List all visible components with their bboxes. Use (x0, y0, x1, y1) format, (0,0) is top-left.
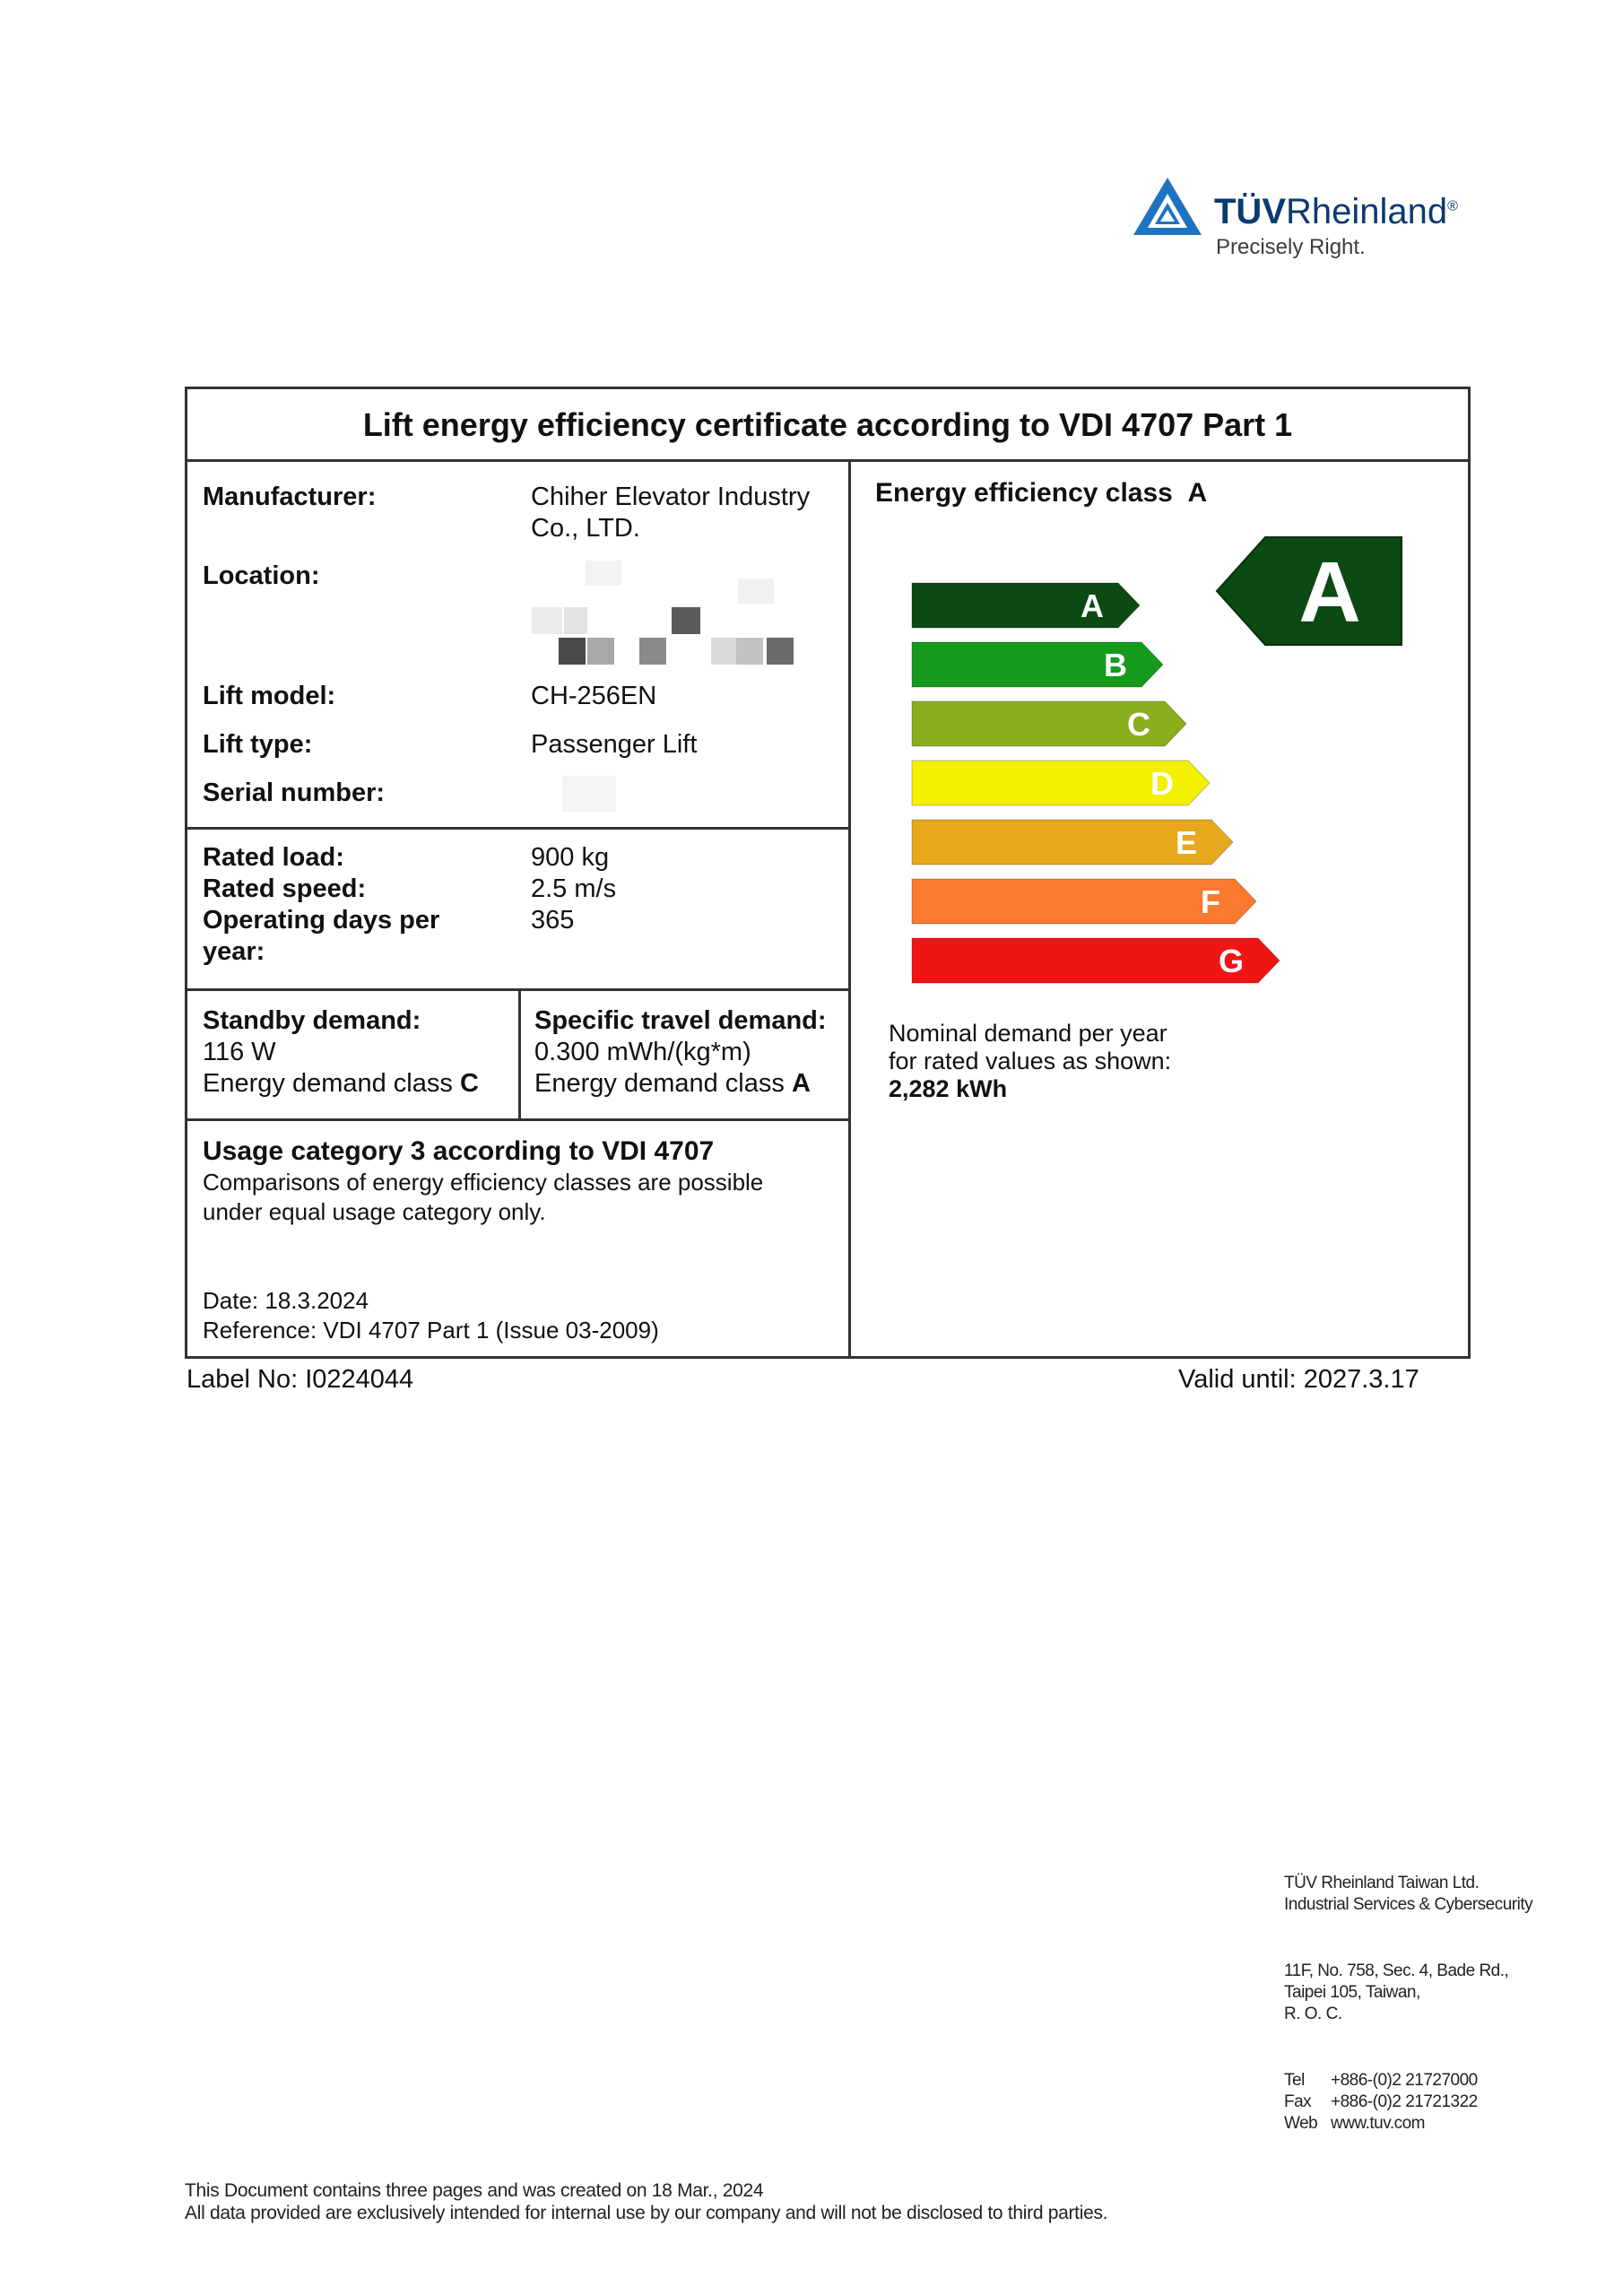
manufacturer-label: Manufacturer: (203, 483, 377, 511)
lift-identification-section (187, 462, 848, 830)
energy-class-letter-b: B (1104, 647, 1127, 683)
contact-web: Web www.tuv.com (1284, 2114, 1426, 2133)
energy-class-letter-f: F (1201, 883, 1220, 920)
manufacturer-value-line2: Co., LTD. (531, 514, 640, 543)
tuv-rheinland-logo (1132, 176, 1490, 274)
company-name: TÜV Rheinland Taiwan Ltd. (1284, 1874, 1480, 1892)
address-country: R. O. C. (1284, 2005, 1342, 2023)
rated-values-section (187, 830, 848, 991)
nominal-line2: for rated values as shown: (889, 1048, 1172, 1074)
address-street: 11F, No. 758, Sec. 4, Bade Rd., (1284, 1961, 1509, 1980)
rated-speed-label: Rated speed: (203, 874, 367, 903)
energy-class-bar-a (912, 583, 1140, 628)
travel-demand-value: 0.300 mWh/(kg*m) (534, 1038, 751, 1066)
demand-divider (518, 991, 521, 1118)
standby-demand-value: 116 W (203, 1038, 276, 1066)
valid-until: Valid until: 2027.3.17 (1178, 1365, 1419, 1394)
triangle-logo-icon (1132, 176, 1203, 239)
nominal-line1: Nominal demand per year (889, 1020, 1167, 1047)
usage-note-line1: Comparisons of energy efficiency classes are possible (203, 1169, 764, 1196)
energy-class-letter-a: A (1081, 587, 1104, 624)
energy-class-scale (851, 462, 1468, 1000)
energy-class-letter-c: C (1127, 706, 1150, 743)
energy-efficiency-heading: Energy efficiency class A (875, 478, 1208, 508)
standby-demand-label: Standby demand: (203, 1006, 421, 1035)
operating-days-label-cont: year: (203, 937, 265, 966)
location-label: Location: (203, 561, 320, 590)
footer-note-line1: This Document contains three pages and was created on 18 Mar., 2024 (185, 2180, 764, 2201)
energy-class-letter-d: D (1150, 765, 1174, 802)
usage-note-line2: under equal usage category only. (203, 1198, 546, 1225)
travel-demand-class: Energy demand class A (534, 1069, 811, 1098)
footer-note-line2: All data provided are exclusively intended for internal use by our company and will not be disclosed to third parties. (185, 2203, 1108, 2223)
company-division: Industrial Services & Cybersecurity (1284, 1895, 1533, 1914)
logo-tagline: Precisely Right. (1216, 235, 1366, 259)
lift-model-label: Lift model: (203, 682, 336, 710)
energy-class-letter-e: E (1175, 824, 1197, 861)
rated-load-label: Rated load: (203, 843, 344, 872)
energy-class-letter-g: G (1218, 943, 1244, 979)
serial-number-redacted (562, 776, 616, 812)
location-redacted (532, 552, 819, 668)
contact-tel: Tel +886-(0)2 21727000 (1284, 2071, 1478, 2090)
certificate-details (187, 462, 851, 1359)
certificate-title: Lift energy efficiency certificate according to VDI 4707 Part 1 (187, 389, 1468, 462)
standby-demand-class: Energy demand class C (203, 1069, 479, 1098)
lift-type-value: Passenger Lift (531, 730, 698, 759)
nominal-value: 2,282 kWh (889, 1075, 1008, 1102)
rated-load-value: 900 kg (531, 843, 610, 872)
logo-brand: TÜVRheinland® (1214, 192, 1458, 231)
certificate-frame (185, 387, 1471, 1359)
address-city: Taipei 105, Taiwan, (1284, 1983, 1420, 2002)
serial-number-label: Serial number: (203, 778, 386, 807)
nominal-demand (889, 1020, 1171, 1103)
lift-model-value: CH-256EN (531, 682, 657, 710)
operating-days-label: Operating days per (203, 906, 440, 935)
lift-type-label: Lift type: (203, 730, 313, 759)
travel-demand-label: Specific travel demand: (534, 1006, 827, 1035)
usage-category-title: Usage category 3 according to VDI 4707 (203, 1136, 715, 1166)
rated-speed-value: 2.5 m/s (531, 874, 617, 903)
operating-days-value: 365 (531, 906, 575, 935)
usage-section (187, 1121, 848, 1359)
label-number: Label No: I0224044 (187, 1365, 414, 1394)
date-line: Date: 18.3.2024 (203, 1287, 369, 1314)
energy-class-indicator-letter: A (1298, 544, 1361, 640)
energy-efficiency-panel (851, 462, 1468, 1359)
contact-fax: Fax +886-(0)2 21721322 (1284, 2092, 1478, 2111)
reference-line: Reference: VDI 4707 Part 1 (Issue 03-2009) (203, 1317, 659, 1344)
demand-section (187, 991, 848, 1121)
manufacturer-value-line1: Chiher Elevator Industry (531, 483, 811, 511)
